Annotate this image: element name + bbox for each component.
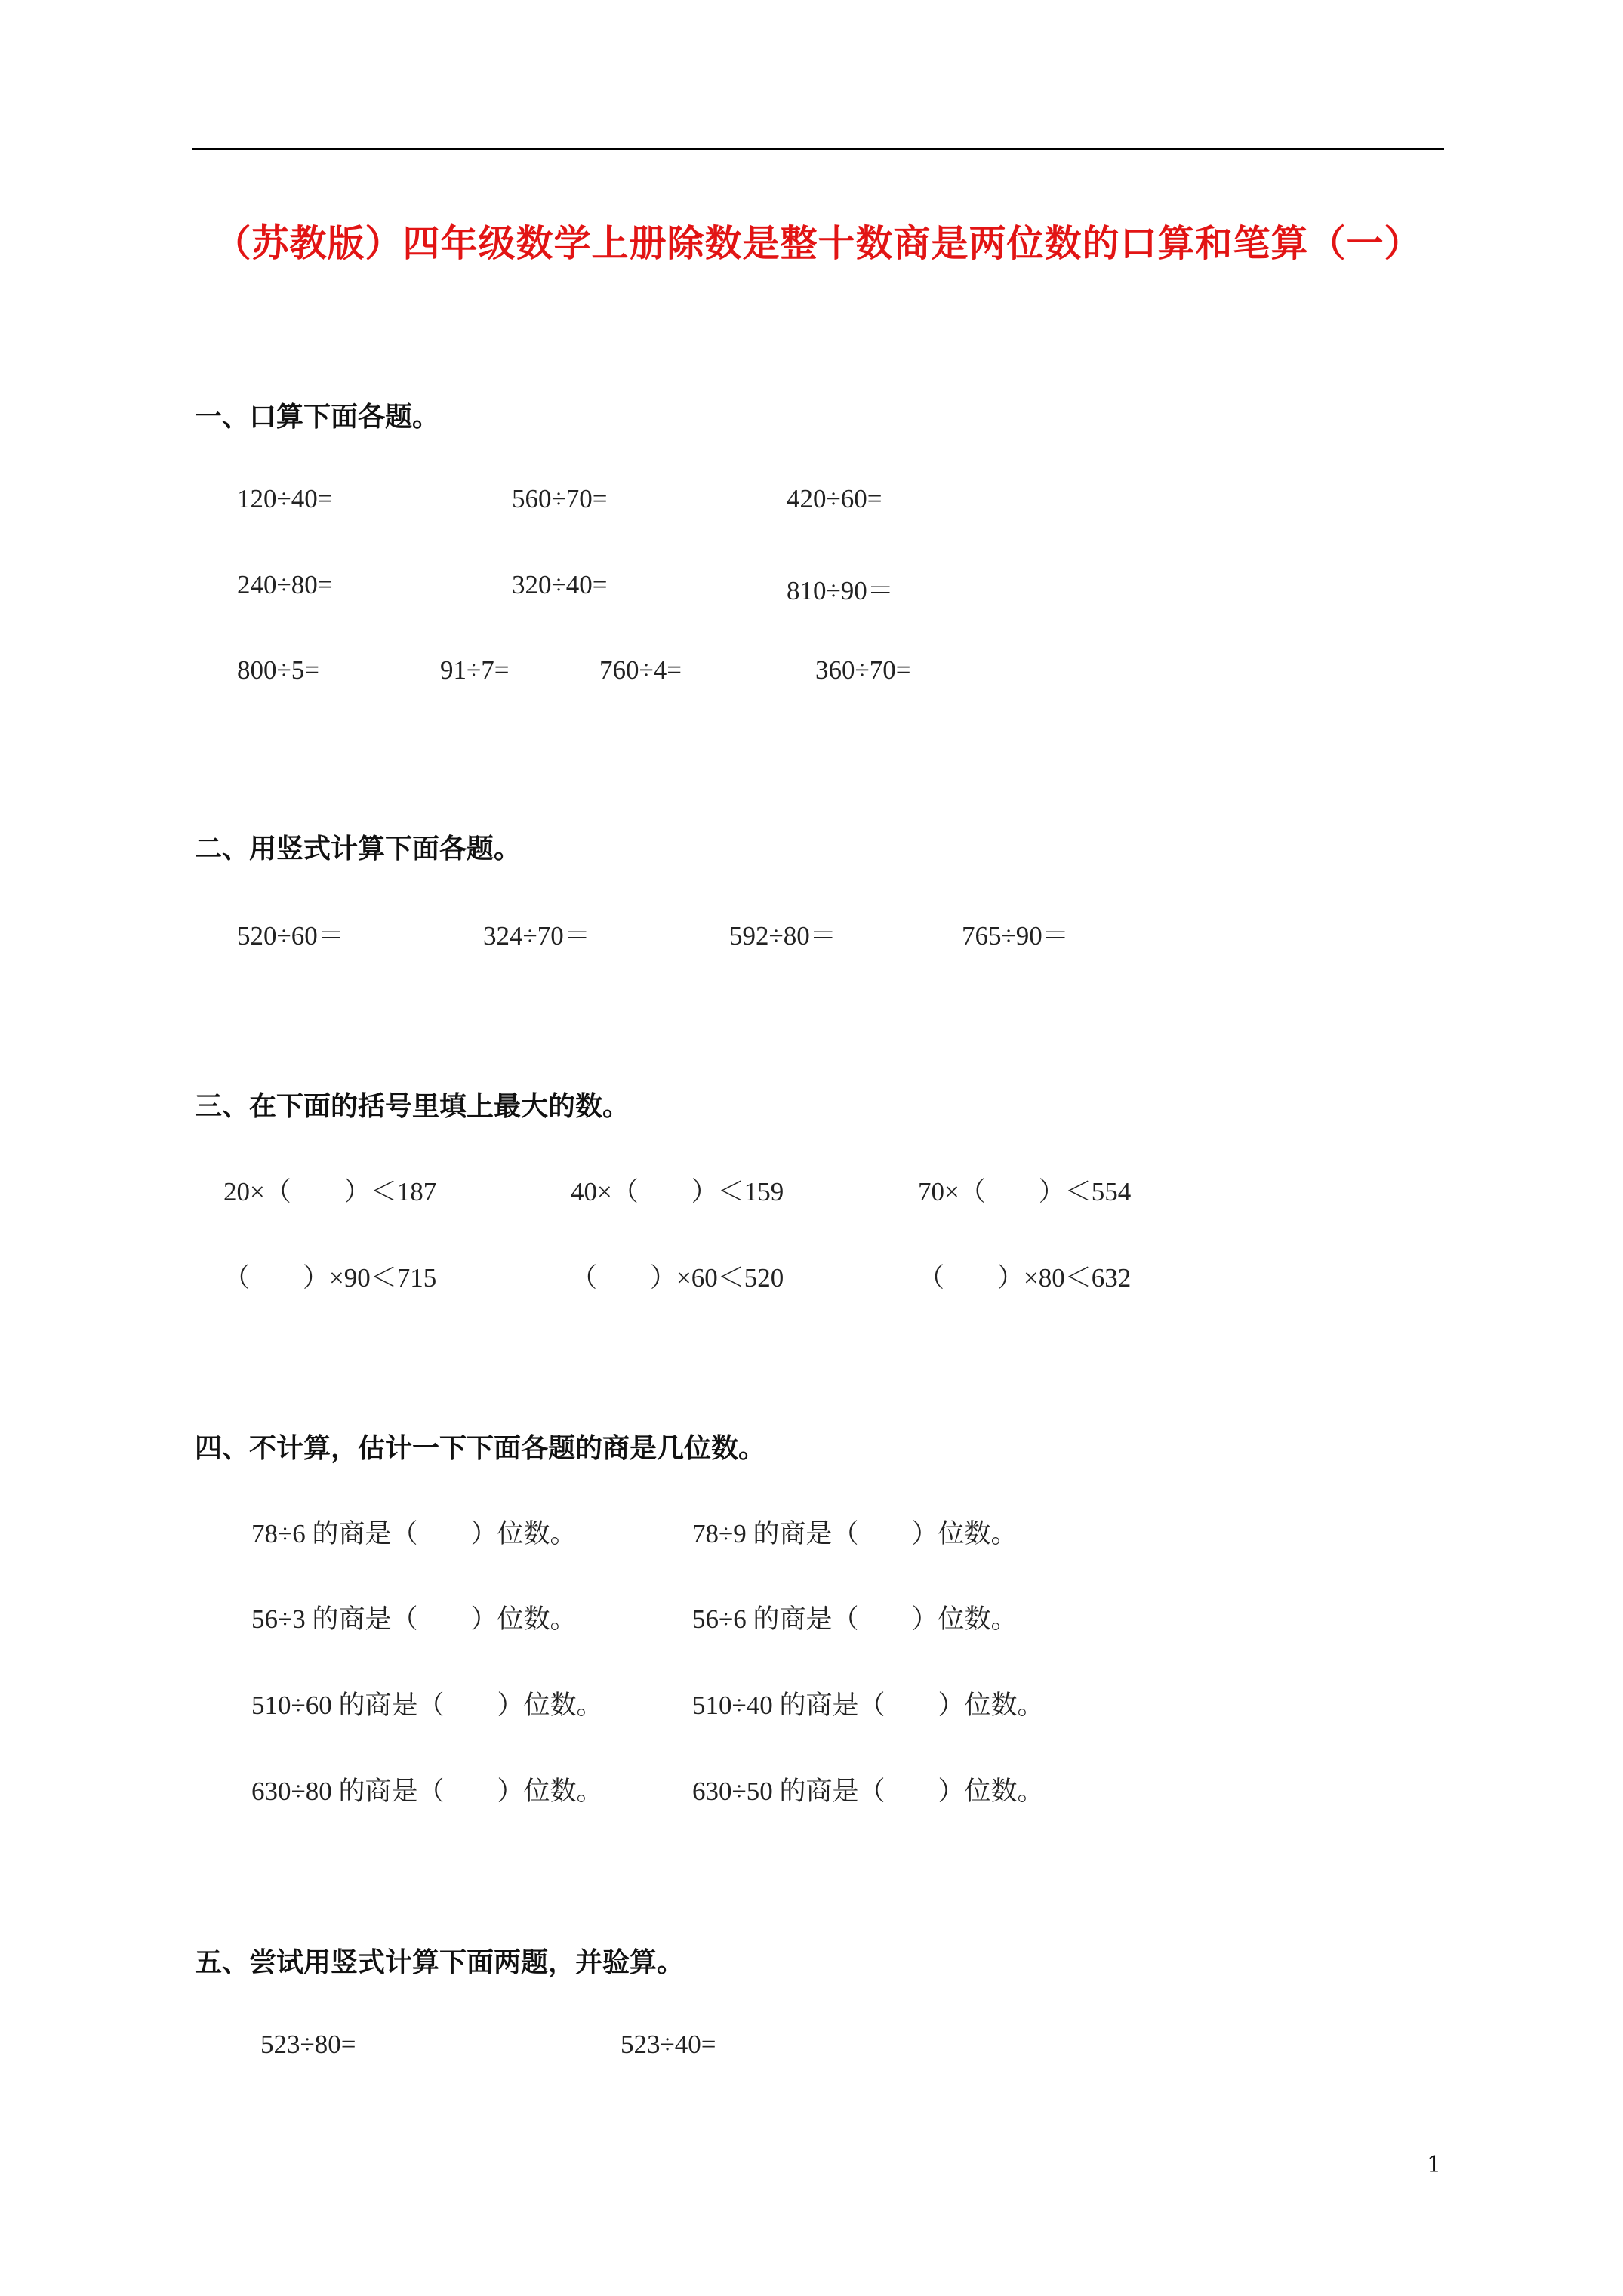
section-2-heading: 二、用竖式计算下面各题。 xyxy=(195,833,522,864)
page-title: （苏教版）四年级数学上册除数是整十数商是两位数的口算和笔算（一） xyxy=(214,221,1422,265)
oral-problem: 240÷80= xyxy=(237,570,333,599)
estimate-problem: 78÷9 的商是（ ）位数。 xyxy=(692,1519,1018,1549)
section-4-heading: 四、不计算，估计一下下面各题的商是几位数。 xyxy=(195,1432,766,1464)
estimate-problem: 510÷40 的商是（ ）位数。 xyxy=(692,1690,1044,1720)
page-number: 1 xyxy=(1427,2152,1442,2178)
vertical-calc-problem: 765÷90＝ xyxy=(962,921,1069,951)
oral-problem: 420÷60= xyxy=(787,484,882,513)
verify-calc-problem: 523÷40= xyxy=(621,2029,716,2059)
estimate-problem: 630÷80 的商是（ ）位数。 xyxy=(251,1777,603,1806)
section-1-heading: 一、口算下面各题。 xyxy=(195,401,440,433)
vertical-calc-problem: 592÷80＝ xyxy=(729,921,836,951)
estimate-problem: 630÷50 的商是（ ）位数。 xyxy=(692,1777,1044,1806)
fill-bracket-problem: （ ）×60＜520 xyxy=(571,1263,784,1293)
fill-bracket-problem: （ ）×90＜715 xyxy=(223,1263,437,1293)
vertical-calc-problem: 324÷70＝ xyxy=(483,921,590,951)
section-5-heading: 五、尝试用竖式计算下面两题，并验算。 xyxy=(195,1946,685,1978)
vertical-calc-problem: 520÷60＝ xyxy=(237,921,344,951)
estimate-problem: 78÷6 的商是（ ）位数。 xyxy=(251,1519,577,1549)
oral-problem: 560÷70= xyxy=(512,484,608,513)
fill-bracket-problem: 70×（ ）＜554 xyxy=(918,1177,1132,1207)
header-rule xyxy=(192,148,1444,150)
fill-bracket-problem: 20×（ ）＜187 xyxy=(223,1177,437,1207)
section-3-heading: 三、在下面的括号里填上最大的数。 xyxy=(195,1090,630,1122)
fill-bracket-problem: 40×（ ）＜159 xyxy=(571,1177,784,1207)
estimate-problem: 510÷60 的商是（ ）位数。 xyxy=(251,1690,603,1720)
oral-problem: 320÷40= xyxy=(512,570,608,599)
oral-problem: 91÷7= xyxy=(440,655,510,685)
oral-problem: 120÷40= xyxy=(237,484,333,513)
oral-problem: 810÷90＝ xyxy=(787,576,894,606)
oral-problem: 760÷4= xyxy=(599,655,682,685)
estimate-problem: 56÷6 的商是（ ）位数。 xyxy=(692,1604,1018,1634)
fill-bracket-problem: （ ）×80＜632 xyxy=(918,1263,1132,1293)
oral-problem: 360÷70= xyxy=(815,655,911,685)
oral-problem: 800÷5= xyxy=(237,655,319,685)
estimate-problem: 56÷3 的商是（ ）位数。 xyxy=(251,1604,577,1634)
verify-calc-problem: 523÷80= xyxy=(260,2029,356,2059)
